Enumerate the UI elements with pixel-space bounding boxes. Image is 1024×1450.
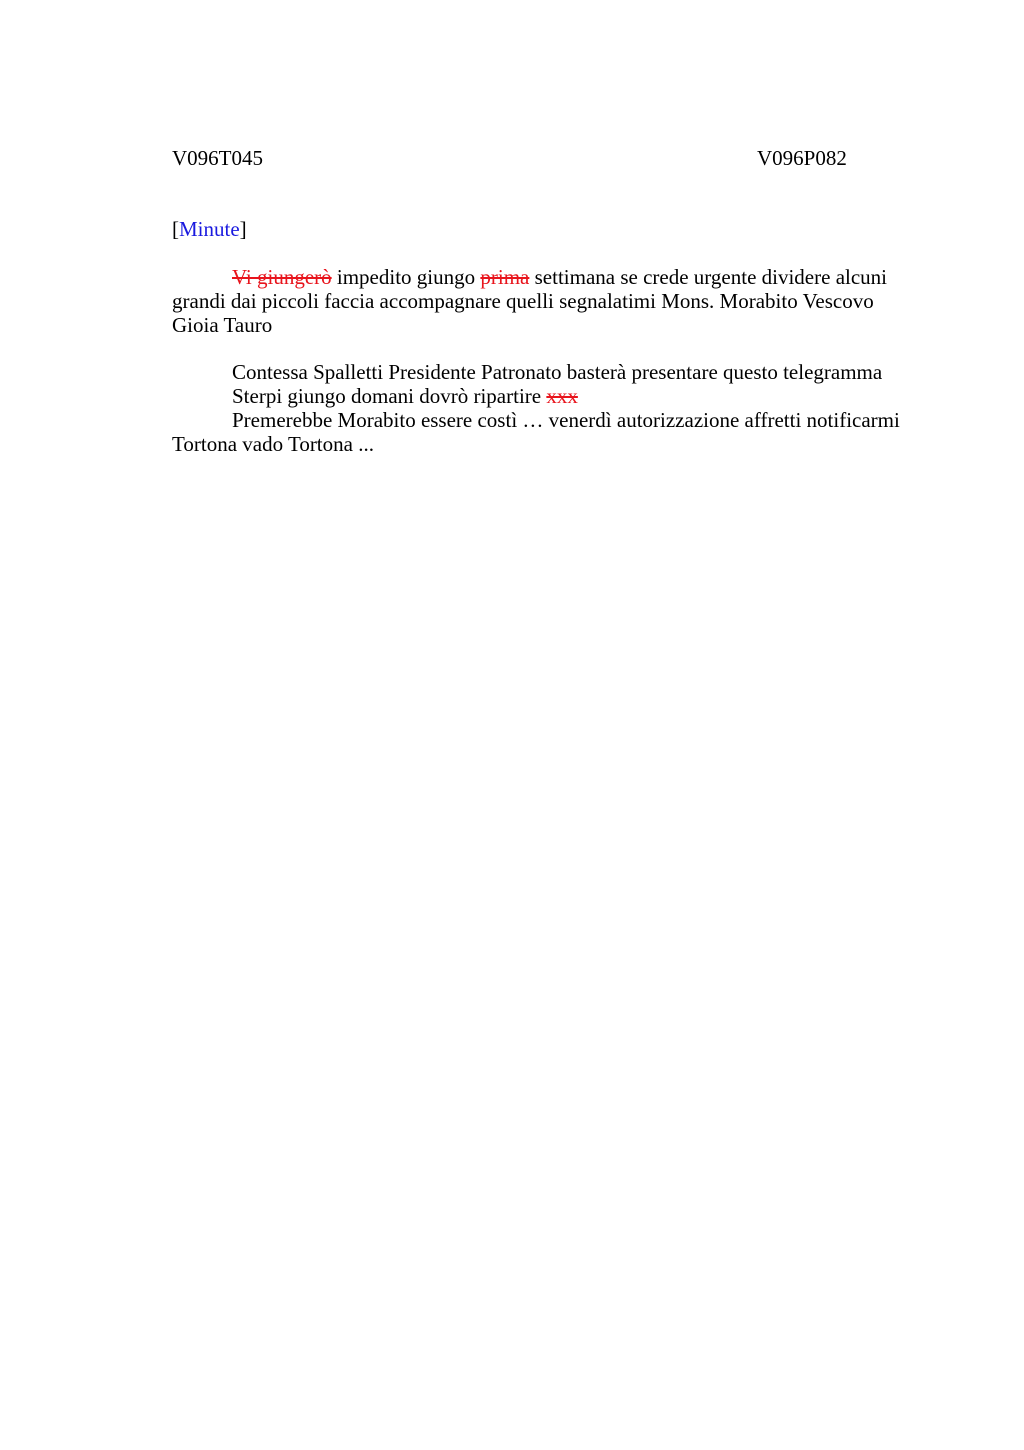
paragraph-2 <box>172 360 922 456</box>
section-open-bracket: [ <box>172 217 179 241</box>
section-close-bracket: ] <box>239 217 247 241</box>
paragraph-1 <box>172 265 922 337</box>
document-code-right: V096P082 <box>757 146 847 170</box>
paragraph-text-segment: Sterpi giungo domani dovrò ripartire <box>232 384 547 408</box>
section-label <box>172 217 247 241</box>
paragraph-text-segment: impedito giungo <box>331 265 481 289</box>
paragraph-2-line-1: Contessa Spalletti Presidente Patronato basterà presentare questo telegramma <box>232 360 883 384</box>
deleted-text: xxx <box>546 384 578 408</box>
document-code-left: V096T045 <box>172 146 263 170</box>
paragraph-1-text <box>172 265 922 337</box>
section-label-minute: Minute <box>179 217 240 241</box>
paragraph-2-line-2 <box>172 384 922 408</box>
paragraph-2-line-3: Premerebbe Morabito essere costì … venerdì autorizzazione affretti notificarmi Tortona vado Tortona ... <box>172 408 900 456</box>
deleted-text: Vi giungerò <box>232 265 332 289</box>
deleted-text: prima <box>480 265 530 289</box>
paragraph-text-segment: settimana se crede urgente dividere alcuni grandi dai piccoli faccia accompagnare quelli segnalatimi Mons. Morabito Vescovo Gioia Tauro <box>172 265 888 337</box>
